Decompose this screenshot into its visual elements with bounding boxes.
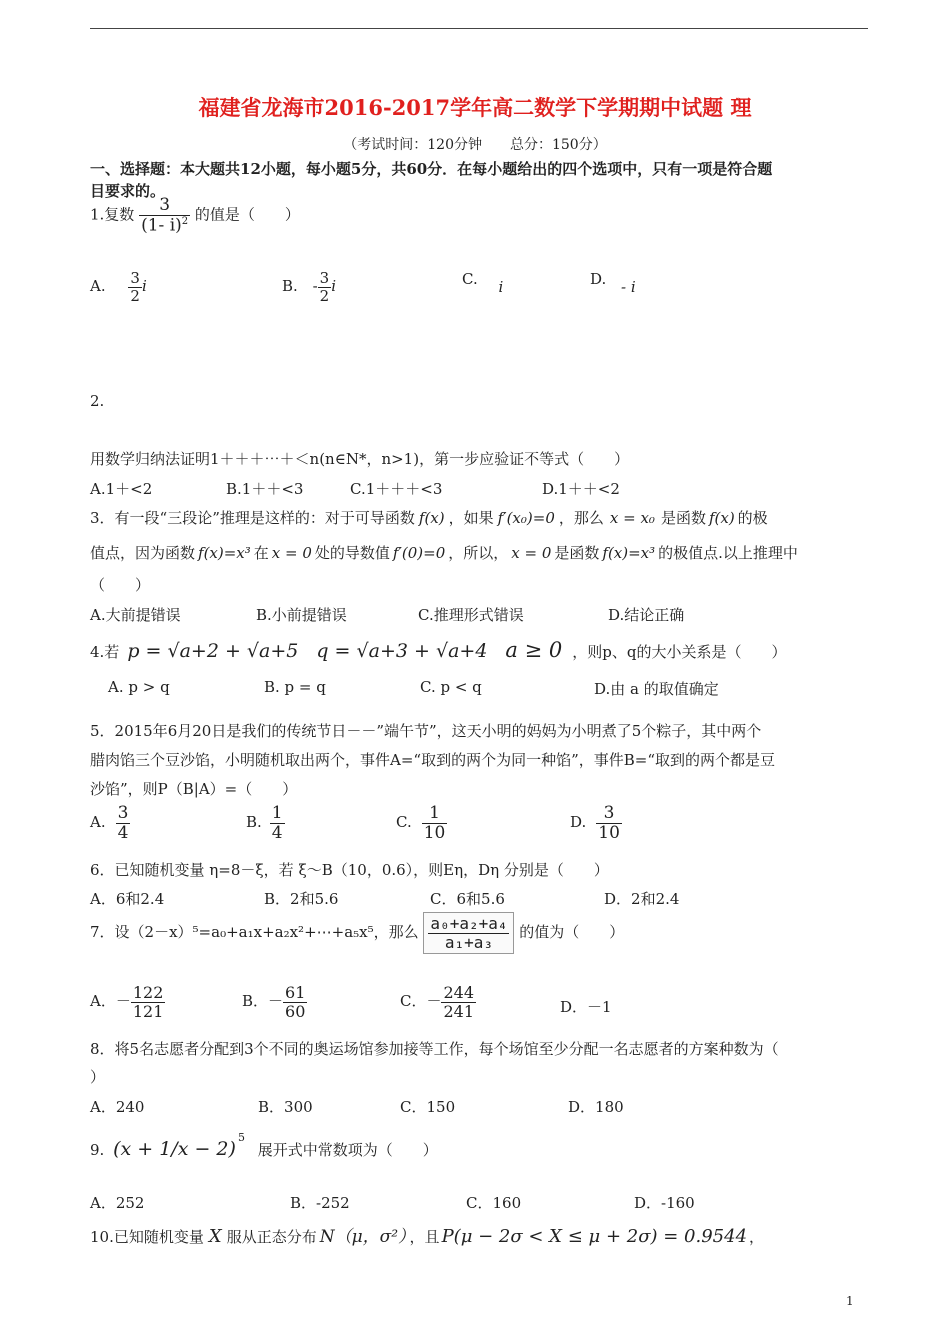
question-3-line3: （ ） — [90, 576, 151, 594]
question-9: 9. $(x + 1/x - 2)^5$ 展开式中常数项为（ ） — [90, 1131, 438, 1160]
q6-option-c: C．6和5.6 — [430, 890, 505, 908]
top-rule — [90, 28, 868, 29]
q1-denominator: (1- i)$^2$ — [141, 215, 189, 236]
q1-prefix: 1.复数 — [90, 205, 135, 224]
exam-info: （考试时间：120分钟 总分：150分） — [343, 137, 607, 153]
q5-option-a: A. $\frac{3}{4}$ — [90, 803, 129, 843]
question-3-line2: 值点，因为函数 f(x)=x³ 在 x = 0 处的导数值 f′(0)=0 ，所以， x = 0 是函数 f(x)=x³ 的极值点.以上推理中 — [90, 544, 798, 562]
q6-option-b: B．2和5.6 — [264, 890, 339, 908]
question-7: 7．设（2－x）⁵=a₀+a₁x+a₂x²+⋯+a₅x⁵，那么 $\frac{\text{a₀+a₂+a₄}}{\text{a₁+a₃}}$ 的值为（ ） — [90, 912, 624, 954]
q1-option-d: D. - i — [590, 270, 636, 296]
q4-option-d: D.由 a 的取值确定 — [594, 680, 719, 698]
q7-option-a: A．－ $\frac{122}{121}$ — [90, 983, 164, 1021]
question-2-number: 2. — [90, 392, 105, 410]
question-6: 6．已知随机变量 η=8－ξ，若 ξ～B（10，0.6），则Eη，Dη 分别是（ ） — [90, 861, 609, 879]
q7-option-c: C．－ $\frac{244}{241}$ — [400, 983, 475, 1021]
q1-option-b: B. - $\frac{3}{2}$ i — [282, 269, 337, 305]
question-3-line1: 3．有一段“三段论”推理是这样的：对于可导函数 f(x) ，如果 f′(x₀)=0 ，那么 x = x₀ 是函数 f(x) 的极 — [90, 509, 768, 527]
q1-fraction — [139, 196, 190, 235]
q9-expression: (x + 1/x − 2) — [113, 1138, 236, 1160]
question-10: 10.已知随机变量 X 服从正态分布 N（μ，σ²） ，且 P(μ − 2σ < X ≤ μ + 2σ) = 0.9544 ， — [90, 1226, 765, 1247]
q3-option-b: B.小前提错误 — [256, 606, 347, 624]
q1-option-c: C. i — [462, 270, 504, 296]
q1-suffix: 的值是（ ） — [194, 205, 300, 224]
q4-option-a: A. p > q — [108, 678, 170, 696]
section-heading-line1: 一、选择题：本大题共12小题，每小题5分，共60分．在每小题给出的四个选项中，只有一项是符合题 — [90, 160, 773, 178]
q6-option-a: A．6和2.4 — [90, 890, 165, 908]
q8-option-c: C．150 — [400, 1098, 456, 1116]
q3-option-a: A.大前提错误 — [90, 606, 181, 624]
question-5-line3: 沙馅”，则P（B|A）=（ ） — [90, 780, 298, 798]
q3-option-d: D.结论正确 — [608, 606, 685, 624]
q5-option-c: C. $\frac{1}{10}$ — [396, 803, 446, 843]
question-2-text: 用数学归纳法证明1＋＋＋⋯＋＜n(n∈N*，n>1)，第一步应验证不等式（ ） — [90, 450, 630, 468]
q5-option-b: B. $\frac{1}{4}$ — [246, 803, 283, 843]
section-heading-line2: 目要求的。 — [90, 182, 166, 200]
q2-option-d: D.1＋＋<2 — [542, 480, 620, 498]
q4-option-b: B. p = q — [264, 678, 326, 696]
question-8-line2: ） — [90, 1068, 106, 1086]
q1-numerator: 3 — [139, 196, 190, 216]
q8-option-a: A．240 — [90, 1098, 145, 1116]
question-5-line2: 腊肉馅三个豆沙馅，小明随机取出两个，事件A=“取到的两个为同一种馅”，事件B=“取到的两个都是豆 — [90, 751, 776, 769]
q7-fraction-image: $\frac{\text{a₀+a₂+a₄}}{\text{a₁+a₃}}$ — [423, 912, 514, 954]
q9-option-b: B．-252 — [290, 1194, 350, 1212]
q9-option-d: D．-160 — [634, 1194, 695, 1212]
page-number: 1 — [846, 1294, 854, 1308]
question-1 — [90, 196, 300, 235]
q9-option-a: A．252 — [90, 1194, 145, 1212]
q7-option-d: D．－1 — [560, 998, 612, 1016]
q2-option-b: B.1＋＋<3 — [226, 480, 304, 498]
q4-option-c: C. p < q — [420, 678, 482, 696]
q7-option-b: B．－ $\frac{61}{60}$ — [242, 983, 306, 1021]
q5-option-d: D. $\frac{3}{10}$ — [570, 803, 620, 843]
question-5-line1: 5．2015年6月20日是我们的传统节日－－”端午节”，这天小明的妈妈为小明煮了5个粽子，其中两个 — [90, 722, 762, 740]
question-8-line1: 8．将5名志愿者分配到3个不同的奥运场馆参加接等工作，每个场馆至少分配一名志愿者的方案种数为（ — [90, 1040, 779, 1058]
q6-option-d: D．2和2.4 — [604, 890, 680, 908]
question-4: 4.若 p = √a+2 + √a+5 q = √a+3 + √a+4 a ≥ 0 ，则p、q的大小关系是（ ） — [90, 638, 787, 662]
q8-option-d: D．180 — [568, 1098, 624, 1116]
document-title: 福建省龙海市2016-2017学年高二数学下学期期中试题 理 — [198, 95, 752, 120]
q9-option-c: C．160 — [466, 1194, 522, 1212]
q1-option-a: A. $\frac{3}{2}$ i — [90, 269, 147, 305]
q3-option-c: C.推理形式错误 — [418, 606, 524, 624]
q2-option-c: C.1＋＋＋<3 — [350, 480, 443, 498]
q2-option-a: A.1＋<2 — [90, 480, 153, 498]
q8-option-b: B．300 — [258, 1098, 313, 1116]
